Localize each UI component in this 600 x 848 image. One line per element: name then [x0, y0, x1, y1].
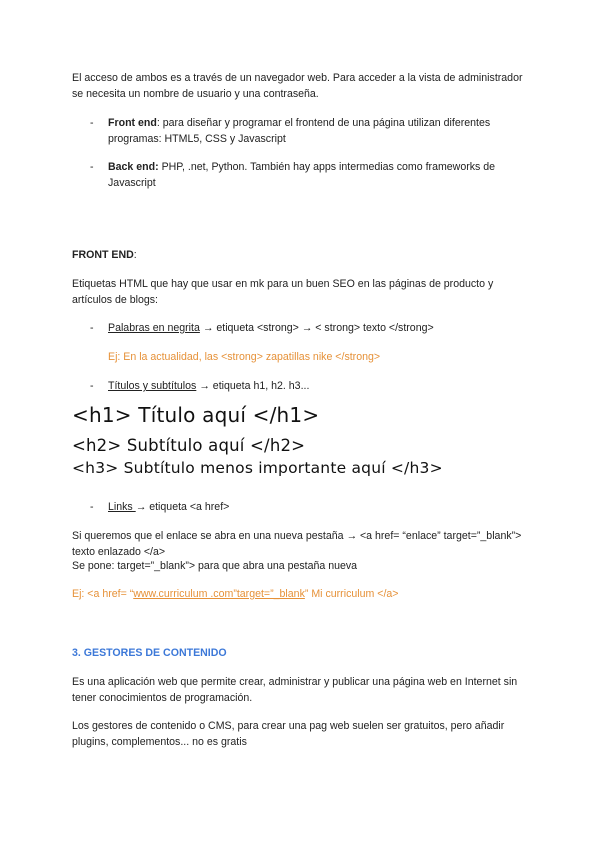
list-item-label: Back end:: [108, 161, 159, 173]
list-item-label: Títulos y subtítulos: [108, 380, 197, 392]
section-3-paragraph-1: Es una aplicación web que permite crear, administrar y publicar una página web en Internet sin tener conocimientos de programación.: [72, 676, 518, 704]
example-link: Ej: <a href= “www.curriculum .com”target=”_blank” Mi curriculum </a>: [72, 588, 399, 600]
list-item-bold-words: [108, 320, 528, 336]
list-item-back-end: [108, 159, 528, 191]
image-line-h2: <h2> Subtítulo aquí </h2>: [72, 436, 306, 455]
front-end-heading: FRONT END:: [72, 249, 137, 261]
list-item-links: [108, 499, 528, 515]
front-end-intro: Etiquetas HTML que hay que usar en mk para un buen SEO en las páginas de producto y artículos de blogs:: [72, 278, 494, 306]
list-item-text: → etiqueta <strong> → < strong> texto </strong>: [199, 322, 434, 334]
section-3-heading: 3. GESTORES DE CONTENIDO: [72, 647, 227, 659]
list-item-text: → etiqueta h1, h2. h3...: [196, 380, 310, 392]
bullet-marker: -: [90, 322, 94, 334]
list-item-titles: [108, 378, 528, 394]
bullet-marker: -: [90, 117, 94, 129]
image-line-h1: <h1> Título aquí </h1>: [72, 403, 320, 427]
list-item-label: Links: [108, 501, 136, 513]
bullet-marker: -: [90, 380, 94, 392]
bullet-marker: -: [90, 501, 94, 513]
bullet-marker: -: [90, 161, 94, 173]
image-line-h3: <h3> Subtítulo menos importante aquí </h3>: [72, 459, 443, 477]
list-item-front-end: [108, 115, 528, 147]
section-3-paragraph-2: Los gestores de contenido o CMS, para crear una pag web suelen ser gratuitos, pero añadir plugins, complementos... no es gratis: [72, 720, 505, 748]
list-item-label: Front end: [108, 117, 157, 129]
new-tab-paragraph-2: Se pone: target=”_blank”> para que abra una pestaña nueva: [72, 560, 358, 572]
list-item-text: PHP, .net, Python. También hay apps intermedias como frameworks de Javascript: [108, 161, 496, 189]
intro-paragraph: El acceso de ambos es a través de un navegador web. Para acceder a la vista de administrador se necesita un nombre de usuario y una contraseña.: [72, 72, 523, 100]
list-item-text: → etiqueta <a href>: [135, 501, 230, 513]
example-link-url[interactable]: www.curriculum .com”target=”_blank: [133, 588, 305, 600]
example-bold: Ej: En la actualidad, las <strong> zapatillas nike </strong>: [108, 351, 381, 363]
list-item-label: Palabras en negrita: [108, 322, 200, 334]
list-item-text: : para diseñar y programar el frontend de una página utilizan diferentes programas: HTML5, CSS y Javascript: [108, 117, 491, 145]
new-tab-paragraph-1: Si queremos que el enlace se abra en una nueva pestaña → <a href= “enlace” target=”_blank”> texto enlazado </a>: [72, 530, 522, 558]
